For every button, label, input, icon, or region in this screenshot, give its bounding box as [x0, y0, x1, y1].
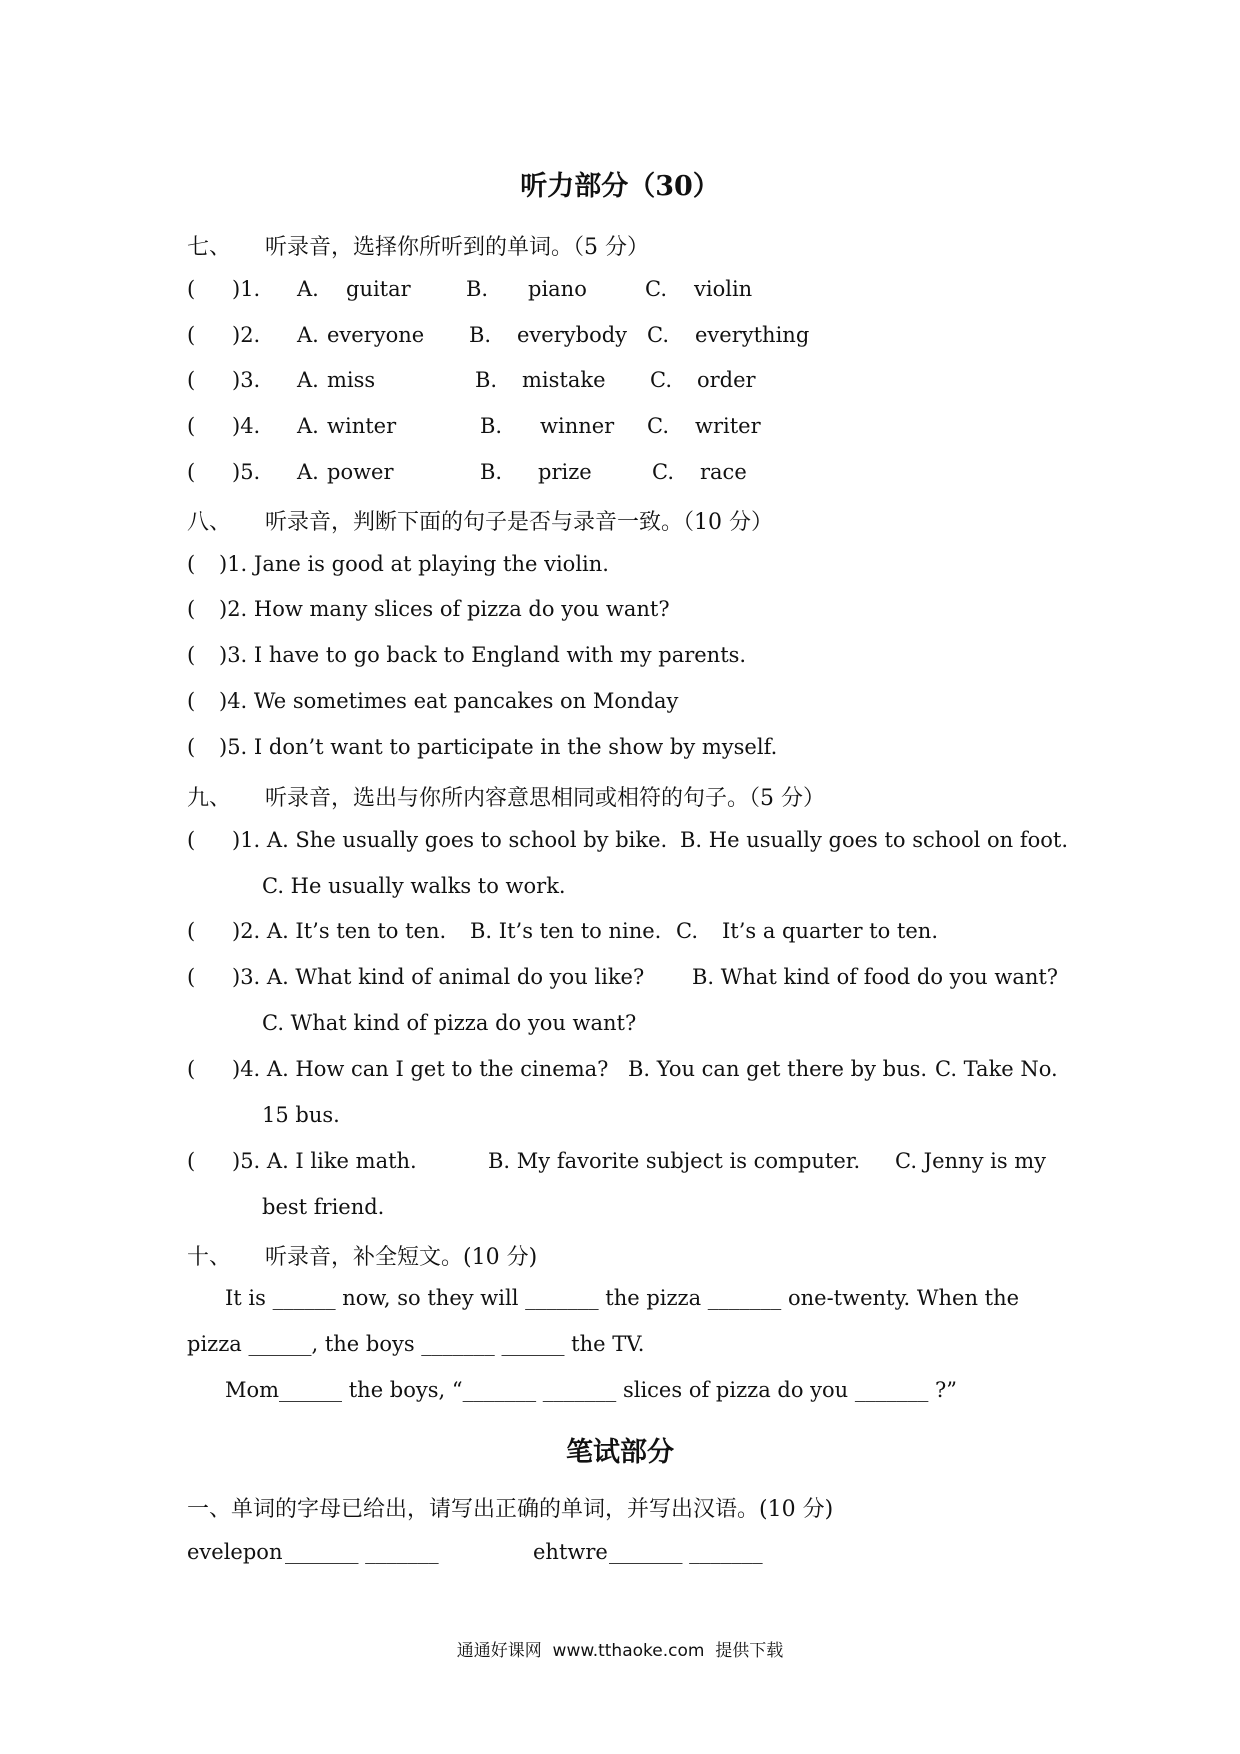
question-option-a: )4. A. How can I get to the cinema? [232, 1057, 609, 1081]
question-option-a: )3. A. What kind of animal do you like? [232, 965, 645, 989]
answer-paren: ( [187, 965, 196, 989]
option-b: piano [528, 277, 587, 301]
option-c-label: C. [650, 368, 672, 392]
option-b-label: B. [480, 414, 503, 438]
statement-text: )4. We sometimes eat pancakes on Monday [219, 689, 679, 713]
option-b: winner [540, 414, 615, 438]
option-c: C. He usually walks to work. [262, 874, 566, 898]
option-b: everybody [517, 323, 628, 347]
option-c-label: C. [647, 414, 669, 438]
option-c-label: C. [652, 460, 674, 484]
question-number: )1. [232, 277, 261, 301]
answer-blanks-1: _______ _______ [285, 1540, 439, 1564]
answer-paren: ( [187, 689, 196, 713]
option-a: miss [327, 368, 376, 392]
option-a-label: A. [297, 323, 319, 347]
option-c-continued: 15 bus. [262, 1103, 340, 1127]
option-a: winter [327, 414, 397, 438]
answer-paren: ( [187, 460, 196, 484]
option-b: B. He usually goes to school on foot. [680, 828, 1068, 852]
option-c: C. Jenny is my [895, 1149, 1047, 1173]
section-7-heading [187, 230, 649, 261]
listening-title: 听力部分（30） [520, 171, 720, 202]
footer-suffix: 提供下载 [715, 1641, 784, 1661]
statement-text: )1. Jane is good at playing the violin. [219, 552, 609, 576]
option-c-label: C. [645, 277, 667, 301]
answer-paren: ( [187, 368, 196, 392]
option-b: mistake [522, 368, 606, 392]
option-c-label: C. [647, 323, 669, 347]
option-c: violin [694, 277, 753, 301]
section-10-heading [187, 1240, 537, 1271]
section-8-number: 八、 [187, 510, 232, 535]
answer-paren: ( [187, 735, 196, 759]
question-option-a: )2. A. It’s ten to ten. [232, 919, 447, 943]
section-7-instructions: 听录音，选择你所听到的单词。（5 分） [265, 235, 649, 260]
footer-url[interactable]: www.tthaoke.com [552, 1641, 705, 1661]
writing-section-1-heading: 一、单词的字母已给出，请写出正确的单词，并写出汉语。(10 分) [187, 1497, 834, 1522]
answer-paren: ( [187, 277, 196, 301]
option-a: everyone [327, 323, 425, 347]
statement-text: )5. I don’t want to participate in the show by myself. [219, 735, 778, 759]
footer-site-name: 通通好课网 [456, 1641, 542, 1661]
option-c: everything [695, 323, 810, 347]
option-b-label: B. [475, 368, 498, 392]
option-c: C. What kind of pizza do you want? [262, 1011, 637, 1035]
option-b-label: B. [466, 277, 489, 301]
question-number: )2. [232, 323, 261, 347]
answer-paren: ( [187, 828, 196, 852]
option-a: guitar [346, 277, 411, 301]
section-8-instructions: 听录音，判断下面的句子是否与录音一致。（10 分） [265, 510, 773, 535]
option-b: B. What kind of food do you want? [692, 965, 1059, 989]
question-number: )4. [232, 414, 261, 438]
option-a-label: A. [297, 460, 319, 484]
option-b: B. My favorite subject is computer. [488, 1149, 861, 1173]
answer-paren: ( [187, 643, 196, 667]
option-b-label: B. [480, 460, 503, 484]
cloze-line-3: Mom______ the boys, “_______ _______ slices of pizza do you _______ ?” [225, 1378, 958, 1402]
statement-text: )3. I have to go back to England with my parents. [219, 643, 747, 667]
option-b-label: B. [469, 323, 492, 347]
option-c: It’s a quarter to ten. [722, 919, 938, 943]
option-a-label: A. [297, 368, 319, 392]
answer-paren: ( [187, 552, 196, 576]
question-number: )5. [232, 460, 261, 484]
section-10-instructions: 听录音，补全短文。(10 分) [265, 1245, 538, 1270]
option-c: order [697, 368, 756, 392]
option-c-label: C. [676, 919, 698, 943]
option-a-label: A. [297, 277, 319, 301]
section-10-number: 十、 [187, 1245, 232, 1270]
section-9-instructions: 听录音，选出与你所内容意思相同或相符的句子。（5 分） [265, 786, 825, 811]
question-number: )3. [232, 368, 261, 392]
footer [0, 1636, 1240, 1661]
answer-paren: ( [187, 597, 196, 621]
statement-text: )2. How many slices of pizza do you want? [219, 597, 670, 621]
option-b: prize [538, 460, 592, 484]
answer-paren: ( [187, 1149, 196, 1173]
scrambled-word-2: ehtwre [533, 1540, 608, 1564]
answer-blanks-2: _______ _______ [609, 1540, 763, 1564]
cloze-line-2: pizza ______, the boys _______ ______ the TV. [187, 1332, 645, 1356]
option-a-label: A. [297, 414, 319, 438]
option-b: B. You can get there by bus. [628, 1057, 928, 1081]
scrambled-word-1: evelepon [187, 1540, 283, 1564]
option-b: B. It’s ten to nine. [470, 919, 662, 943]
option-c: writer [695, 414, 761, 438]
section-9-number: 九、 [187, 786, 232, 811]
section-8-heading [187, 505, 773, 536]
cloze-line-1: It is ______ now, so they will _______ the pizza _______ one-twenty. When the [225, 1286, 1020, 1310]
option-c: C. Take No. [935, 1057, 1058, 1081]
writing-title: 笔试部分 [566, 1437, 674, 1468]
question-option-a: )5. A. I like math. [232, 1149, 417, 1173]
answer-paren: ( [187, 1057, 196, 1081]
option-c: race [700, 460, 747, 484]
question-option-a: )1. A. She usually goes to school by bike. [232, 828, 668, 852]
answer-paren: ( [187, 323, 196, 347]
option-a: power [327, 460, 394, 484]
option-c-continued: best friend. [262, 1195, 385, 1219]
section-7-number: 七、 [187, 235, 232, 260]
answer-paren: ( [187, 414, 196, 438]
answer-paren: ( [187, 919, 196, 943]
section-9-heading [187, 781, 825, 812]
